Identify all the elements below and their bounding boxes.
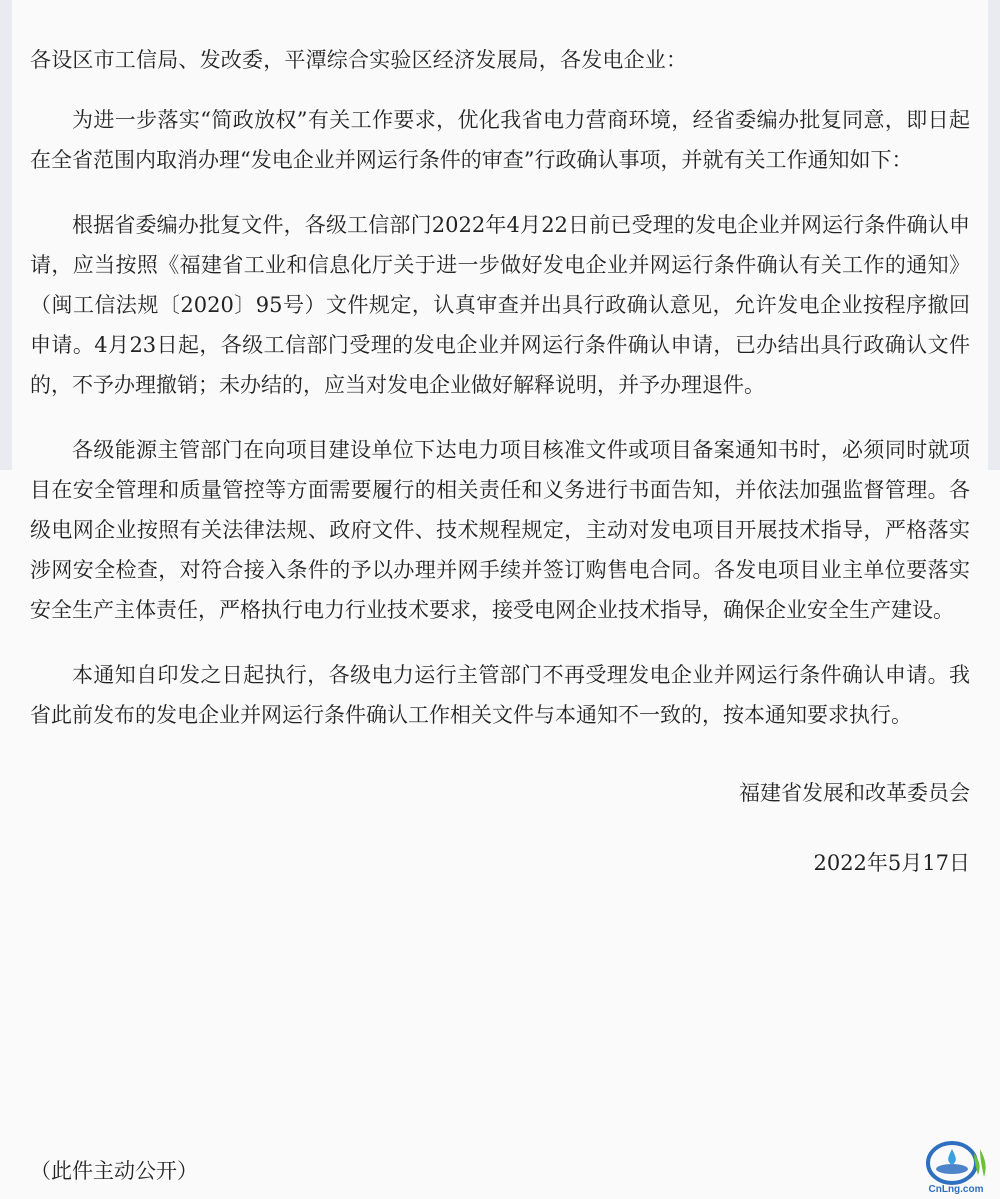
paragraph-2: 根据省委编办批复文件，各级工信部门2022年4月22日前已受理的发电企业并网运行条件确认申请，应当按照《福建省工业和信息化厅关于进一步做好发电企业并网运行条件确认有关工作的通知》（闽工信法规〔2020〕95号）文件规定，认真审查并出具行政确认意见，允许发电企业按程序撤回申请。4月23日起，各级工信部门受理的发电企业并网运行条件确认申请，已办结出具行政确认文件的，不予办理撤销；未办结的，应当对发电企业做好解释说明，并予办理退件。 <box>30 213 970 397</box>
left-side-band <box>0 0 12 470</box>
paragraph-4: 本通知自印发之日起执行，各级电力运行主管部门不再受理发电企业并网运行条件确认申请。我省此前发布的发电企业并网运行条件确认工作相关文件与本通知不一致的，按本通知要求执行。 <box>30 663 970 727</box>
paragraph-1: 为进一步落实“简政放权”有关工作要求，优化我省电力营商环境，经省委编办批复同意，即日起在全省范围内取消办理“发电企业并网运行条件的审查”行政确认事项，并就有关工作通知如下： <box>30 108 970 172</box>
logo-text: CnLng.com <box>928 1184 984 1195</box>
issuer-signature: 福建省发展和改革委员会 <box>739 781 970 805</box>
cnlng-logo-icon <box>922 1139 992 1195</box>
issue-date: 2022年5月17日 <box>813 851 970 875</box>
salutation: 各设区市工信局、发改委，平潭综合实验区经济发展局，各发电企业： <box>30 48 688 72</box>
public-note: （此件主动公开） <box>30 1159 198 1183</box>
notice-document <box>30 40 970 883</box>
paragraph-3: 各级能源主管部门在向项目建设单位下达电力项目核准文件或项目备案通知书时，必须同时就项目在安全管理和质量管控等方面需要履行的相关责任和义务进行书面告知，并依法加强监督管理。各级电网企业按照有关法律法规、政府文件、技术规程规定，主动对发电项目开展技术指导，严格落实涉网安全检查，对符合接入条件的予以办理并网手续并签订购售电合同。各发电项目业主单位要落实安全生产主体责任，严格执行电力行业技术要求，接受电网企业技术指导，确保企业安全生产建设。 <box>30 438 970 622</box>
right-side-band <box>988 0 1000 470</box>
